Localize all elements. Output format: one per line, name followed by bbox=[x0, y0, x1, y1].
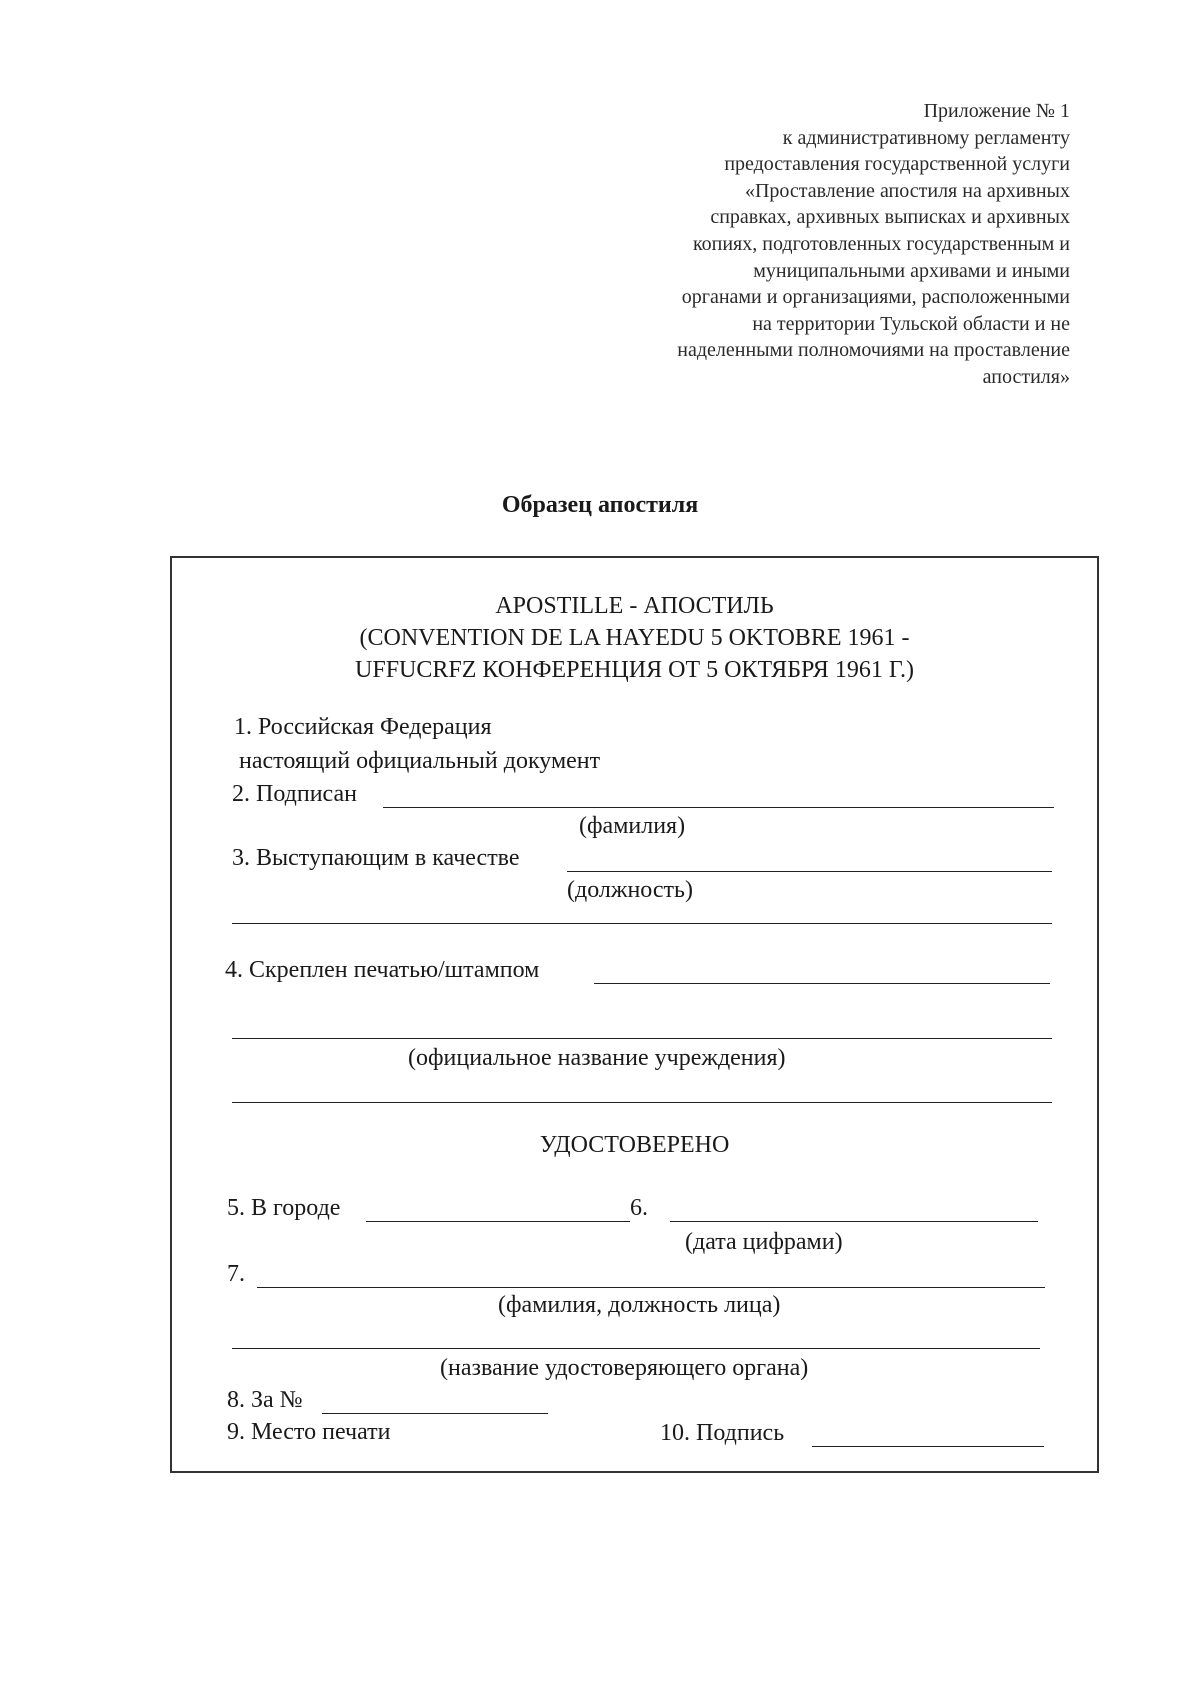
appendix-line: «Проставление апостиля на архивных bbox=[744, 179, 1070, 202]
item-5-label: 5. В городе bbox=[227, 1195, 341, 1221]
appendix-line: копиях, подготовленных государственным и bbox=[692, 232, 1070, 255]
appendix-line: Приложение № 1 bbox=[923, 100, 1070, 122]
item-3-capacity-field[interactable] bbox=[567, 871, 1052, 872]
authority-field[interactable] bbox=[232, 1348, 1040, 1349]
item-2-label: 2. Подписан bbox=[232, 781, 357, 807]
apostille-form bbox=[170, 556, 1099, 1473]
item-4-institution-field[interactable] bbox=[232, 1102, 1052, 1103]
item-6-date-field[interactable] bbox=[670, 1221, 1038, 1222]
apostille-header-line: (CONVENTION DE LA HAYEDU 5 OKTOBRE 1961 - bbox=[359, 625, 910, 651]
appendix-line: муниципальными архивами и иными bbox=[753, 259, 1070, 282]
item-7-person-field[interactable] bbox=[257, 1287, 1045, 1288]
appendix-line: на территории Тульской области и не bbox=[752, 312, 1070, 335]
appendix-line: органами и организациями, расположенными bbox=[681, 286, 1070, 309]
document-title: Образец апостиля bbox=[501, 492, 699, 518]
item-4-seal-field-continued[interactable] bbox=[232, 1038, 1052, 1039]
item-8-number-field[interactable] bbox=[322, 1413, 548, 1414]
item-7-caption: (фамилия, должность лица) bbox=[498, 1292, 781, 1318]
item-1-country: 1. Российская Федерация bbox=[234, 714, 492, 740]
item-8-label: 8. За № bbox=[227, 1387, 303, 1413]
item-1-subtitle: настоящий официальный документ bbox=[239, 748, 601, 774]
apostille-header-line: APOSTILLE - АПОСТИЛЬ bbox=[495, 593, 774, 619]
apostille-header-line: UFFUCRFZ КОНФЕРЕНЦИЯ ОТ 5 ОКТЯБРЯ 1961 Г.) bbox=[355, 657, 914, 683]
item-10-signature-field[interactable] bbox=[812, 1446, 1044, 1447]
item-4-caption: (официальное название учреждения) bbox=[408, 1045, 786, 1071]
appendix-line: наделенными полномочиями на проставление bbox=[677, 339, 1070, 362]
item-3-label: 3. Выступающим в качестве bbox=[232, 845, 520, 871]
item-4-label: 4. Скреплен печатью/штампом bbox=[225, 957, 540, 983]
appendix-line: к административному регламенту bbox=[782, 126, 1070, 149]
authority-caption: (название удостоверяющего органа) bbox=[440, 1355, 809, 1381]
appendix-line: апостиля» bbox=[982, 365, 1070, 388]
appendix-line: предоставления государственной услуги bbox=[724, 153, 1070, 176]
item-7-label: 7. bbox=[227, 1261, 245, 1287]
item-5-city-field[interactable] bbox=[366, 1221, 630, 1222]
item-3-capacity-field-continued[interactable] bbox=[232, 923, 1052, 924]
item-6-caption: (дата цифрами) bbox=[685, 1229, 843, 1255]
item-2-signed-field[interactable] bbox=[383, 807, 1054, 808]
item-4-seal-field[interactable] bbox=[594, 983, 1050, 984]
item-9-label: 9. Место печати bbox=[227, 1419, 391, 1445]
item-3-caption: (должность) bbox=[567, 877, 693, 903]
appendix-line: справках, архивных выписках и архивных bbox=[710, 206, 1070, 229]
item-6-label: 6. bbox=[630, 1195, 648, 1221]
certified-heading: УДОСТОВЕРЕНО bbox=[539, 1132, 730, 1158]
item-2-caption: (фамилия) bbox=[579, 813, 686, 839]
appendix-header bbox=[510, 98, 1070, 391]
item-10-label: 10. Подпись bbox=[660, 1420, 785, 1446]
